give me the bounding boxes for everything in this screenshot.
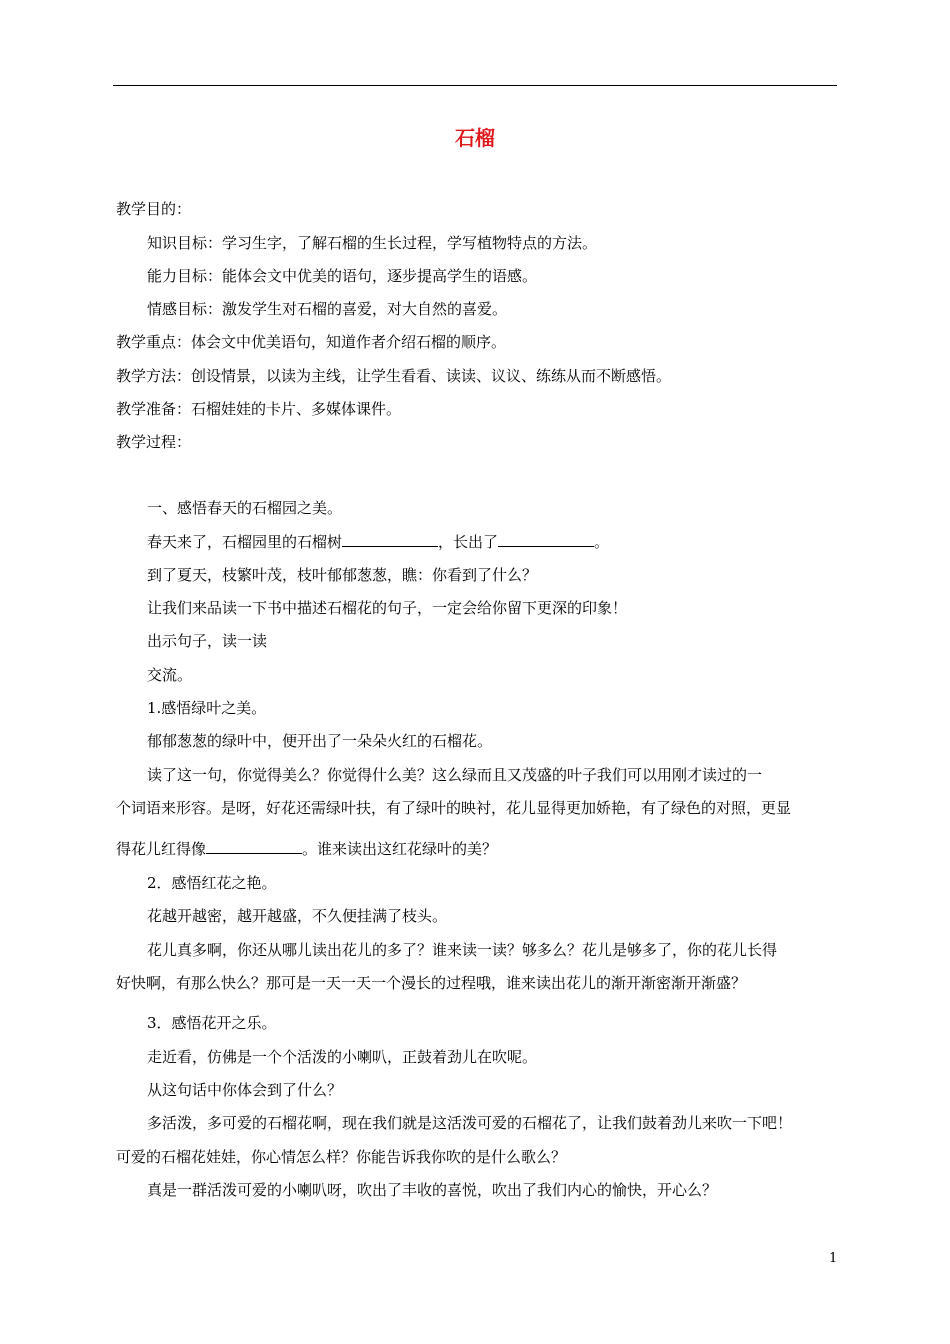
process-heading: 教学过程：: [116, 433, 192, 451]
show-line: 出示句子，读一读: [147, 632, 268, 650]
section1-heading: 一、感悟春天的石榴园之美。: [147, 499, 343, 517]
key-points: 教学重点：体会文中优美语句，知道作者介绍石榴的顺序。: [116, 333, 507, 351]
part3-paragraph-line3: 真是一群活泼可爱的小喇叭呀，吹出了丰收的喜悦，吹出了我们内心的愉快，开心么？: [147, 1181, 718, 1199]
teaching-preparation: 教学准备：石榴娃娃的卡片、多媒体课件。: [116, 400, 402, 418]
spring-line: [147, 532, 871, 552]
teaching-method: 教学方法：创设情景，以读为主线，让学生看看、读读、议议、练练从而不断感悟。: [116, 367, 672, 385]
part3-paragraph-line1: 多活泼，多可爱的石榴花啊，现在我们就是这活泼可爱的石榴花了，让我们鼓着劲儿来吹一下吧！: [147, 1114, 793, 1132]
header-rule: [113, 85, 837, 86]
objectives-heading: 教学目的：: [116, 200, 192, 218]
part1-text-a: 得花儿红得像: [116, 840, 207, 858]
part2-sentence: 花越开越密，越开越盛，不久便挂满了枝头。: [147, 907, 448, 925]
part2-heading: 2．感悟红花之艳。: [147, 874, 277, 892]
part1-paragraph-line2: 个词语来形容。是呀，好花还需绿叶扶，有了绿叶的映衬，花儿显得更加娇艳，有了绿色的对照，更显: [116, 799, 792, 817]
fill-blank-red: [206, 839, 302, 854]
invite-line: 让我们来品读一下书中描述石榴花的句子，一定会给你留下更深的印象！: [147, 599, 628, 617]
ability-objective: 能力目标：能体会文中优美的语句，逐步提高学生的语感。: [147, 267, 538, 285]
spring-text-b: ，长出了: [438, 533, 499, 551]
part3-heading: 3．感悟花开之乐。: [147, 1014, 277, 1032]
fill-blank-grown: [498, 532, 594, 547]
part1-text-b: 。谁来读出这红花绿叶的美？: [302, 840, 498, 858]
knowledge-objective: 知识目标：学习生字，了解石榴的生长过程，学写植物特点的方法。: [147, 234, 598, 252]
page-number: 1: [829, 1251, 838, 1266]
spring-text-c: 。: [594, 533, 610, 551]
part3-question: 从这句话中你体会到了什么？: [147, 1081, 343, 1099]
part1-paragraph-line1: 读了这一句，你觉得美么？你觉得什么美？这么绿而且又茂盛的叶子我们可以用刚才读过的一: [147, 766, 763, 784]
part3-sentence: 走近看，仿佛是一个个活泼的小喇叭，正鼓着劲儿在吹呢。: [147, 1048, 538, 1066]
spring-text-a: 春天来了，石榴园里的石榴树: [147, 533, 343, 551]
part3-paragraph-line2: 可爱的石榴花娃娃，你心情怎么样？你能告诉我你吹的是什么歌么？: [116, 1148, 567, 1166]
fill-blank-tree: [342, 532, 438, 547]
summer-line: 到了夏天，枝繁叶茂，枝叶郁郁葱葱，瞧：你看到了什么？: [147, 566, 538, 584]
part1-sentence: 郁郁葱葱的绿叶中，便开出了一朵朵火红的石榴花。: [147, 732, 493, 750]
part2-paragraph-line2: 好快啊，有那么快么？那可是一天一天一个漫长的过程哦，谁来读出花儿的渐开渐密渐开渐盛？: [116, 974, 747, 992]
part2-paragraph-line1: 花儿真多啊，你还从哪儿读出花儿的多了？谁来读一读？够多么？花儿是够多了，你的花儿长得: [147, 941, 778, 959]
emotion-objective: 情感目标：激发学生对石榴的喜爱，对大自然的喜爱。: [147, 300, 508, 318]
exchange-line: 交流。: [147, 666, 193, 684]
page-title: 石榴: [455, 126, 495, 150]
part1-paragraph-line3: [116, 839, 840, 859]
part1-heading: 1.感悟绿叶之美。: [147, 699, 267, 717]
